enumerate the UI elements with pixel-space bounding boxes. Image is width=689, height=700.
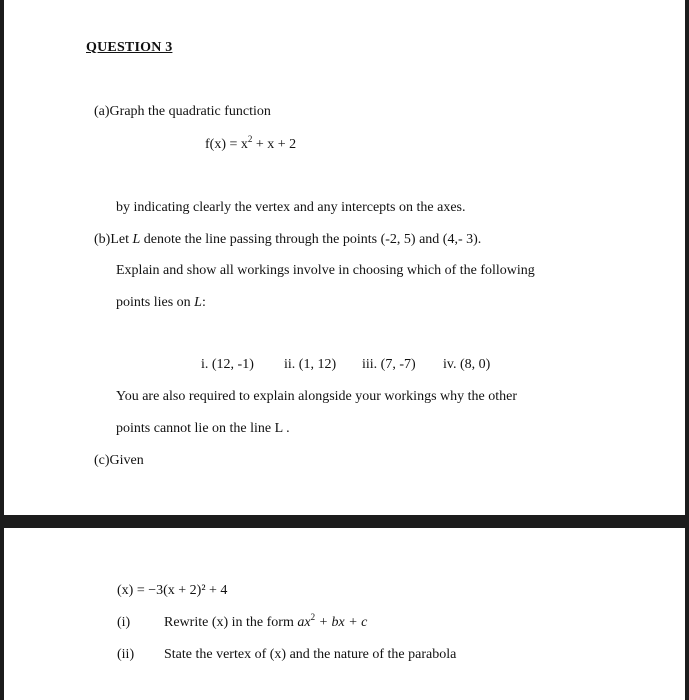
point-option: ii. (1, 12) <box>284 357 337 372</box>
point-option: iv. (8, 0) <box>443 357 491 372</box>
part-a-text: Graph the quadratic function <box>109 104 271 119</box>
part-b-line3-post: : <box>201 295 206 310</box>
form-exponent: 2 <box>310 612 316 622</box>
question-title: QUESTION 3 <box>86 40 173 55</box>
form-rest: + bx + c <box>315 615 368 630</box>
item-text-pre: Rewrite (x) in the form <box>164 615 298 630</box>
function-rhs: + x + 2 <box>252 137 297 152</box>
item-text <box>164 612 368 631</box>
part-a-heading <box>94 104 271 120</box>
item-number: (i) <box>117 615 131 630</box>
function-lhs: f(x) = x <box>205 137 248 152</box>
part-c-text: Given <box>109 453 144 468</box>
part-b-line-2: Explain and show all workings involve in choosing which of the following <box>116 263 535 278</box>
part-b-line3-pre: points lies on <box>116 295 195 310</box>
item-number: (ii) <box>117 647 135 662</box>
point-option: i. (12, -1) <box>201 357 254 372</box>
part-b-line-4: You are also required to explain alongside your workings why the other <box>116 389 517 404</box>
part-a-followup: by indicating clearly the vertex and any intercepts on the axes. <box>116 200 466 215</box>
question-page-bottom <box>4 528 685 700</box>
form-ax: ax <box>297 615 311 630</box>
point-option: iii. (7, -7) <box>362 357 416 372</box>
part-b-label: (b) <box>94 232 111 247</box>
part-b-line-5: points cannot lie on the line L . <box>116 421 290 436</box>
part-a-label: (a) <box>94 104 110 119</box>
function-exponent: 2 <box>247 134 253 144</box>
given-expression: (x) = −3(x + 2)² + 4 <box>117 583 228 598</box>
part-c-heading <box>94 453 144 469</box>
part-b-line-1 <box>94 232 481 248</box>
part-b-line1-pre: Let <box>110 232 133 247</box>
question-page-top <box>4 0 685 515</box>
line-name: L <box>132 232 141 247</box>
part-b-line1-post: denote the line passing through the points (-2, 5) and (4,- 3). <box>140 232 482 247</box>
item-text: State the vertex of (x) and the nature of the parabola <box>164 647 457 662</box>
part-b-line-3 <box>116 295 206 311</box>
line-name-2: L <box>194 295 202 310</box>
part-c-label: (c) <box>94 453 110 468</box>
quadratic-function <box>205 134 297 153</box>
